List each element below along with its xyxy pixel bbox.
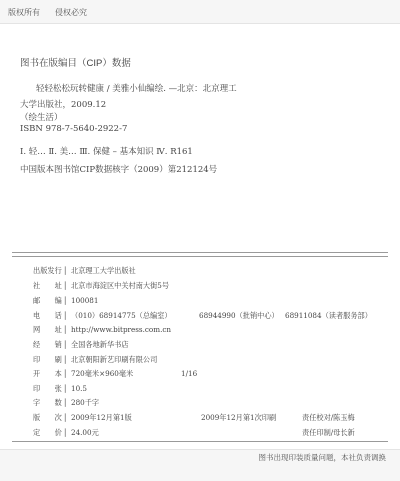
info-value: 1/16	[181, 369, 198, 378]
info-value: 100081	[71, 296, 99, 305]
colon: │	[63, 428, 68, 437]
cip-line: 轻轻松松玩转健康 / 美雅小仙编绘. —北京：北京理工	[36, 84, 237, 94]
cip-line: （绘生活）	[20, 113, 63, 123]
info-label: 开 本	[33, 369, 62, 378]
divider-bottom	[12, 441, 388, 442]
quality-notice: 图书出现印装质量问题，本社负责调换	[258, 453, 386, 462]
divider-top	[12, 252, 388, 253]
header-copyright: 版权所有	[8, 8, 40, 17]
info-value: 全国各地新华书店	[71, 340, 129, 349]
info-label: 网 址	[33, 325, 62, 334]
info-value: 720毫米×960毫米	[71, 369, 134, 378]
info-value: 北京理工大学出版社	[71, 266, 136, 275]
info-label: 印 张	[33, 384, 62, 393]
info-value: 北京市海淀区中关村南大街5号	[71, 281, 170, 290]
divider-top-inner	[12, 256, 388, 257]
colon: │	[63, 340, 68, 349]
info-label: 经 销	[33, 340, 62, 349]
colon: │	[63, 384, 68, 393]
info-value: 68911084（读者服务部）	[285, 311, 372, 320]
info-value: （010）68914775（总编室）	[71, 311, 172, 320]
colon: │	[63, 266, 68, 275]
cip-title: 图书在版编目（CIP）数据	[20, 58, 131, 69]
cip-line: 大学出版社，2009.12	[20, 100, 107, 110]
info-label: 社 址	[33, 281, 62, 290]
cip-line: Ⅰ. 轻… Ⅱ. 美… Ⅲ. 保健 – 基本知识 Ⅳ. R161	[20, 147, 193, 157]
info-value: 10.5	[71, 384, 88, 393]
info-label: 出版发行	[33, 266, 62, 275]
header-infringement: 侵权必究	[55, 8, 87, 17]
info-label: 印 刷	[33, 355, 62, 364]
cip-line: ISBN 978-7-5640-2922-7	[20, 124, 128, 134]
website-link[interactable]: http://www.bitpress.com.cn	[71, 325, 172, 334]
colon: │	[63, 398, 68, 407]
print-supervisor: 责任印制/母长新	[302, 428, 355, 437]
colon: │	[63, 325, 68, 334]
colon: │	[63, 296, 68, 305]
info-value: 280千字	[71, 398, 100, 407]
info-value: 北京朝阳新艺印刷有限公司	[71, 355, 158, 364]
cip-line: 中国版本图书馆CIP数据核字（2009）第212124号	[20, 165, 218, 175]
colon: │	[63, 355, 68, 364]
footer-bar	[0, 449, 400, 481]
info-label: 邮 编	[33, 296, 62, 305]
info-label: 版 次	[33, 413, 62, 422]
header-bar	[0, 0, 400, 24]
info-value: 24.00元	[71, 428, 99, 437]
info-value: 68944990（批销中心）	[199, 311, 279, 320]
colon: │	[63, 311, 68, 320]
info-label: 定 价	[33, 428, 62, 437]
info-label: 字 数	[33, 398, 62, 407]
info-value: 2009年12月第1次印刷	[201, 413, 277, 422]
proofreader: 责任校对/陈玉梅	[302, 413, 355, 422]
info-value: 2009年12月第1版	[71, 413, 132, 422]
colon: │	[63, 281, 68, 290]
colon: │	[63, 413, 68, 422]
info-label: 电 话	[33, 311, 62, 320]
colon: │	[63, 369, 68, 378]
